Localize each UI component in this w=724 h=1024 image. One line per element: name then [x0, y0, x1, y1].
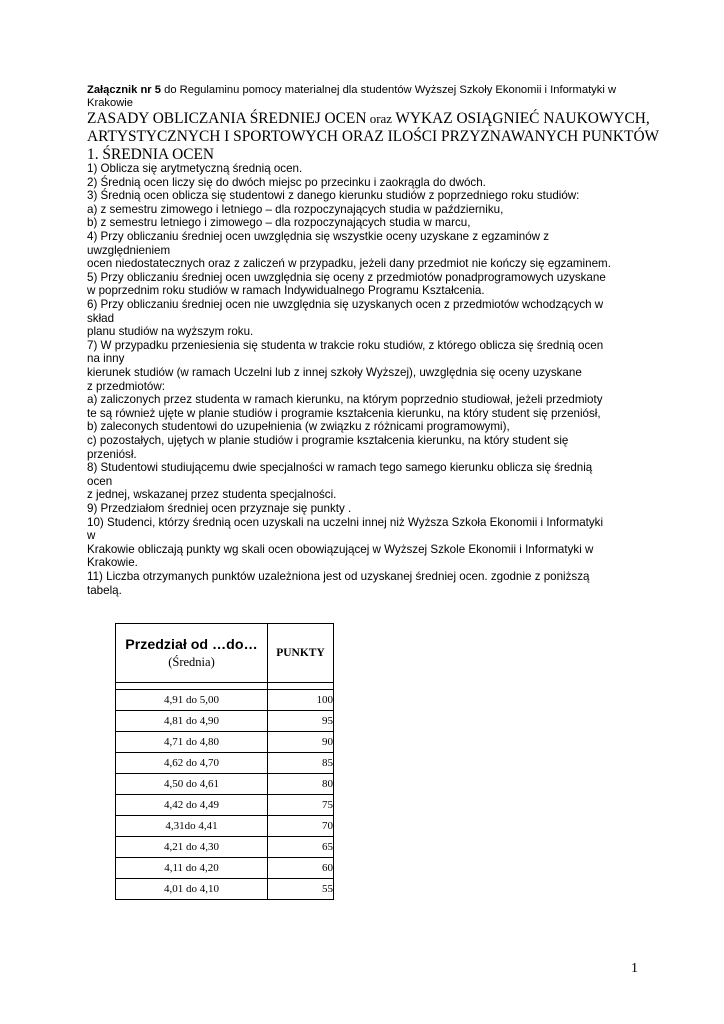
- range-header-title: Przedział od …do…: [125, 636, 258, 653]
- range-cell: 4,50 do 4,61: [116, 774, 268, 795]
- table-row: [116, 732, 334, 753]
- points-cell: 85: [268, 753, 334, 774]
- body-line: a) z semestru zimowego i letniego – dla rozpoczynających studia w październiku,: [87, 202, 504, 216]
- body-line: ocen niedostatecznych oraz z zaliczeń w przypadku, jeżeli dany przedmiot nie kończy się egzaminem.: [87, 257, 611, 271]
- body-line: 4) Przy obliczaniu średniej ocen uwzględnia się wszystkie oceny uzyskane z egzaminów z: [87, 230, 550, 243]
- points-cell: 80: [268, 774, 334, 795]
- body-line: a) zaliczonych przez studenta w ramach kierunku, na którym poprzednio studiował, jeżeli przedmioty: [87, 393, 603, 407]
- points-cell: 95: [268, 711, 334, 732]
- range-header-subtitle: (Średnia): [168, 654, 215, 669]
- title-line-2: ARTYSTYCZNYCH I SPORTOWYCH ORAZ ILOŚCI PRZYZNAWANYCH PUNKTÓW: [87, 128, 660, 145]
- body-line: 8) Studentowi studiującemu dwie specjalności w ramach tego samego kierunku oblicza się średnią: [87, 461, 593, 475]
- range-cell: 4,21 do 4,30: [116, 837, 268, 858]
- points-cell: 65: [268, 837, 334, 858]
- spacer-cell: [268, 683, 334, 690]
- points-table: [115, 623, 334, 900]
- body-line: w: [87, 529, 96, 543]
- table-row: [116, 690, 334, 711]
- range-cell: 4,71 do 4,80: [116, 732, 268, 753]
- body-line: ocen: [87, 474, 113, 488]
- points-cell: 90: [268, 732, 334, 753]
- body-line: c) pozostałych, ujętych w planie studiów i programie kształcenia kierunku, na który student się: [87, 434, 569, 447]
- body-line: tabelą.: [87, 583, 122, 597]
- body-line: 10) Studenci, którzy średnią ocen uzyskali na uczelni innej niż Wyższa Szkoła Ekonomii i Informatyki: [87, 515, 604, 529]
- table-row: [116, 816, 334, 837]
- spacer-cell: [116, 683, 268, 690]
- header-line-2: Krakowie: [87, 97, 134, 109]
- range-cell: 4,01 do 4,10: [116, 879, 268, 900]
- body-line: w poprzednim roku studiów w ramach Indywidualnego Programu Kształcenia.: [87, 284, 485, 298]
- body-line: z przedmiotów:: [87, 379, 165, 393]
- table-row: [116, 837, 334, 858]
- points-cell: 70: [268, 816, 334, 837]
- table-spacer-row: [116, 683, 334, 690]
- range-cell: 4,42 do 4,49: [116, 795, 268, 816]
- points-table-wrapper: [115, 623, 334, 900]
- table-row: [116, 753, 334, 774]
- attachment-label: Załącznik nr 5: [87, 84, 161, 96]
- table-row: [116, 879, 334, 900]
- points-cell: 75: [268, 795, 334, 816]
- body-line: b) zaleconych studentowi do uzupełnienia (w związku z różnicami programowymi),: [87, 420, 510, 434]
- table-row: [116, 774, 334, 795]
- body-line: 9) Przedziałom średniej ocen przyznaje się punkty .: [87, 502, 352, 515]
- body-line: kierunek studiów (w ramach Uczelni lub z innej szkoły Wyższej), uwzględnia się oceny uzyskane: [87, 366, 582, 379]
- header-line-1: [87, 84, 647, 97]
- range-cell: 4,62 do 4,70: [116, 753, 268, 774]
- body-line: 11) Liczba otrzymanych punktów uzależniona jest od uzyskanej średniej ocen. zgodnie z poniższą: [87, 570, 590, 583]
- body-line: planu studiów na wyższym roku.: [87, 325, 254, 339]
- page-number: 1: [631, 961, 638, 976]
- body-line: 1) Oblicza się arytmetyczną średnią ocen.: [87, 162, 303, 175]
- body-line: 6) Przy obliczaniu średniej ocen nie uwzględnia się uzyskanych ocen z przedmiotów wchodzących w: [87, 298, 604, 311]
- section-heading: 1. ŚREDNIA OCEN: [87, 146, 214, 163]
- table-row: [116, 858, 334, 879]
- points-cell: 100: [268, 690, 334, 711]
- range-cell: 4,31do 4,41: [116, 816, 268, 837]
- body-line: z jednej, wskazanej przez studenta specjalności.: [87, 488, 337, 502]
- points-table-body: [116, 683, 334, 900]
- title-part-2: WYKAZ OSIĄGNIEĆ NAUKOWYCH,: [395, 110, 650, 127]
- body-line: Krakowie.: [87, 556, 138, 570]
- title-part-1: ZASADY OBLICZANIA ŚREDNIEJ OCEN: [87, 110, 367, 127]
- range-cell: 4,11 do 4,20: [116, 858, 268, 879]
- body-line: 7) W przypadku przeniesienia się studenta w trakcie roku studiów, z którego oblicza się średnią ocen: [87, 338, 604, 352]
- points-cell: 60: [268, 858, 334, 879]
- body-line: skład: [87, 311, 115, 325]
- title-line-1: [87, 110, 667, 128]
- table-row: [116, 795, 334, 816]
- body-line: b) z semestru letniego i zimowego – dla rozpoczynających studia w marcu,: [87, 216, 471, 230]
- body-line: te są również ujęte w planie studiów i programie kształcenia kierunku, na który student się przeniósł,: [87, 406, 601, 420]
- body-line: uwzględnieniem: [87, 243, 171, 257]
- body-line: przeniósł.: [87, 447, 137, 461]
- points-column-header: PUNKTY: [268, 624, 334, 683]
- table-row: [116, 711, 334, 732]
- body-line: 5) Przy obliczaniu średniej ocen uwzględnia się oceny z przedmiotów ponadprogramowych uzyskane: [87, 270, 606, 284]
- body-line: na inny: [87, 352, 125, 366]
- points-cell: 55: [268, 879, 334, 900]
- body-line: 2) Średnią ocen liczy się do dwóch miejsc po przecinku i zaokrągla do dwóch.: [87, 175, 486, 189]
- body-line: Krakowie obliczają punkty wg skali ocen obowiązującej w Wyższej Szkole Ekonomii i Informatyki w: [87, 542, 594, 556]
- body-line: 3) Średnią ocen oblicza się studentowi z danego kierunku studiów z poprzedniego roku studiów:: [87, 189, 580, 203]
- title-oraz: oraz: [366, 111, 396, 126]
- range-cell: 4,81 do 4,90: [116, 711, 268, 732]
- header-text: do Regulaminu pomocy materialnej dla studentów Wyższej Szkoły Ekonomii i Informatyki w: [161, 84, 617, 96]
- range-cell: 4,91 do 5,00: [116, 690, 268, 711]
- range-column-header: [116, 624, 268, 683]
